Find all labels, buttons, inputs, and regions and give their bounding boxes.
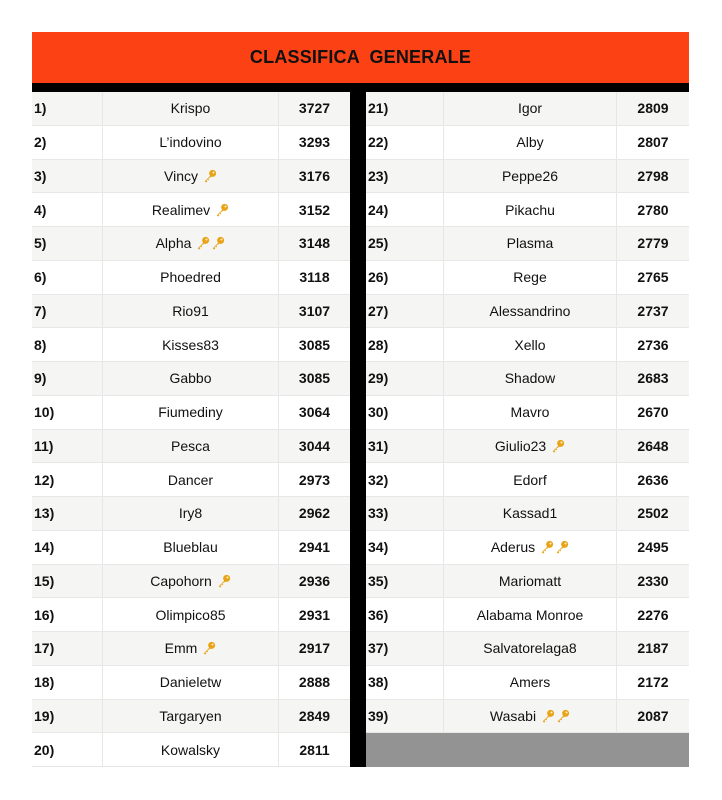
rank-cell: 32)	[366, 463, 444, 496]
player-name: Gabbo	[169, 370, 212, 387]
rank-cell: 8)	[32, 328, 103, 361]
player-name: Capohorn	[150, 572, 212, 589]
rank-cell: 39)	[366, 700, 444, 733]
table-row	[32, 328, 350, 362]
player-name-cell	[103, 328, 279, 361]
player-name-cell	[103, 565, 279, 598]
player-name: Fiumediny	[158, 404, 223, 421]
player-name-cell	[103, 430, 279, 463]
rank-cell: 34)	[366, 531, 444, 564]
table-row	[366, 160, 689, 194]
score-cell: 2779	[637, 235, 669, 252]
player-name-cell	[444, 531, 617, 564]
player-name: Olimpico85	[155, 606, 226, 623]
score-cell: 3085	[298, 370, 331, 387]
player-name-cell	[103, 598, 279, 631]
player-name-cell	[444, 328, 617, 361]
player-name: Amers	[509, 674, 551, 691]
rank-cell: 29)	[366, 362, 444, 395]
player-name: Krispo	[170, 100, 211, 117]
score-cell: 2172	[637, 674, 669, 691]
key-icon	[551, 439, 565, 453]
ranking-table-right	[366, 92, 689, 767]
score-cell: 3064	[298, 404, 331, 421]
table-row	[32, 92, 350, 126]
table-row	[32, 497, 350, 531]
rank-cell: 6)	[32, 261, 103, 294]
player-name-cell	[444, 396, 617, 429]
rank-cell: 19)	[32, 700, 103, 733]
table-row	[366, 261, 689, 295]
player-name-cell	[103, 666, 279, 699]
score-cell: 2936	[298, 572, 331, 589]
score-cell: 3107	[298, 302, 331, 319]
score-cell: 2849	[298, 707, 331, 724]
rank-cell: 24)	[366, 193, 444, 226]
player-name-cell	[103, 193, 279, 226]
key-badges	[203, 169, 217, 183]
key-badges	[196, 236, 225, 250]
player-name-cell	[444, 160, 617, 193]
rank-cell: 7)	[32, 295, 103, 328]
table-row	[32, 463, 350, 497]
key-icon	[217, 574, 231, 588]
player-name-cell	[444, 598, 617, 631]
rank-cell: 36)	[366, 598, 444, 631]
rank-cell: 27)	[366, 295, 444, 328]
key-icon	[203, 169, 217, 183]
player-name-cell	[103, 261, 279, 294]
player-name: Kassad1	[502, 505, 558, 522]
rank-cell: 13)	[32, 497, 103, 530]
player-name-cell	[103, 733, 279, 766]
table-row	[32, 261, 350, 295]
player-name-cell	[103, 396, 279, 429]
score-cell: 2931	[298, 606, 331, 623]
score-cell: 2736	[637, 336, 669, 353]
player-name: Edorf	[513, 471, 547, 488]
table-row	[366, 328, 689, 362]
table-row	[32, 160, 350, 194]
player-name: Xello	[514, 336, 546, 353]
score-cell: 3176	[298, 167, 331, 184]
table-row	[32, 295, 350, 329]
table-row	[366, 497, 689, 531]
score-cell: 2330	[637, 572, 669, 589]
player-name: Vincy	[164, 167, 198, 184]
player-name-cell	[444, 362, 617, 395]
player-name: Pikachu	[505, 201, 555, 218]
player-name: Alabama Monroe	[476, 606, 584, 623]
table-row	[32, 227, 350, 261]
table-row	[366, 362, 689, 396]
table-row	[32, 632, 350, 666]
player-name-cell	[103, 160, 279, 193]
player-name: Giulio23	[494, 437, 547, 454]
player-name-cell	[103, 463, 279, 496]
table-row	[32, 531, 350, 565]
table-row	[32, 396, 350, 430]
table-row	[366, 227, 689, 261]
player-name-cell	[103, 295, 279, 328]
rank-cell: 11)	[32, 430, 103, 463]
rank-cell: 4)	[32, 193, 103, 226]
score-cell: 3085	[298, 336, 331, 353]
rank-cell: 12)	[32, 463, 103, 496]
table-row	[32, 126, 350, 160]
player-name: Igor	[517, 100, 543, 117]
score-cell: 2973	[298, 471, 331, 488]
player-name-cell	[444, 632, 617, 665]
table-row	[366, 126, 689, 160]
player-name-cell	[444, 295, 617, 328]
score-cell: 2276	[637, 606, 669, 623]
score-cell: 2495	[637, 539, 669, 556]
rank-cell: 20)	[32, 733, 103, 766]
table-row	[366, 396, 689, 430]
rank-cell: 22)	[366, 126, 444, 159]
rank-cell: 25)	[366, 227, 444, 260]
table-row	[366, 666, 689, 700]
leaderboard	[32, 32, 689, 767]
key-icon	[196, 236, 210, 250]
player-name: Phoedred	[160, 269, 221, 286]
score-cell: 2087	[637, 707, 669, 724]
player-name-cell	[103, 92, 279, 125]
player-name: Mavro	[510, 404, 550, 421]
rank-cell: 38)	[366, 666, 444, 699]
key-icon	[541, 709, 555, 723]
score-cell: 2187	[637, 640, 669, 657]
score-cell: 2917	[298, 640, 331, 657]
key-icon	[555, 540, 569, 554]
player-name: Alessandrino	[489, 302, 571, 319]
player-name-cell	[444, 92, 617, 125]
rank-cell: 18)	[32, 666, 103, 699]
table-row	[32, 666, 350, 700]
rank-cell: 3)	[32, 160, 103, 193]
score-cell: 2648	[637, 437, 669, 454]
rank-cell: 17)	[32, 632, 103, 665]
score-cell: 3044	[298, 437, 331, 454]
table-row	[366, 565, 689, 599]
player-name-cell	[103, 227, 279, 260]
player-name-cell	[444, 261, 617, 294]
score-cell: 2502	[637, 505, 669, 522]
column-divider	[350, 92, 366, 767]
key-badges	[540, 540, 569, 554]
score-cell: 3148	[298, 235, 331, 252]
score-cell: 2636	[637, 471, 669, 488]
table-row	[32, 362, 350, 396]
rank-cell: 31)	[366, 430, 444, 463]
score-cell: 2888	[298, 674, 331, 691]
rank-cell: 14)	[32, 531, 103, 564]
player-name: Salvatorelaga8	[483, 640, 577, 657]
score-cell: 3293	[298, 134, 331, 151]
player-name: Realimev	[151, 201, 211, 218]
rank-cell: 10)	[32, 396, 103, 429]
score-cell: 2811	[299, 741, 330, 758]
player-name-cell	[444, 565, 617, 598]
table-row	[366, 598, 689, 632]
player-name-cell	[103, 497, 279, 530]
table-row	[32, 700, 350, 734]
score-cell: 2798	[637, 167, 669, 184]
key-icon	[556, 709, 570, 723]
score-cell: 3727	[298, 100, 331, 117]
player-name: Plasma	[506, 235, 554, 252]
rank-cell: 1)	[32, 92, 103, 125]
player-name: Kisses83	[162, 336, 219, 353]
table-row	[366, 632, 689, 666]
player-name: Shadow	[504, 370, 556, 387]
player-name-cell	[444, 463, 617, 496]
key-badges	[551, 439, 565, 453]
score-cell: 2962	[298, 505, 331, 522]
key-badges	[202, 641, 216, 655]
player-name: Alpha	[155, 235, 192, 252]
table-row	[366, 295, 689, 329]
score-cell: 2941	[298, 539, 331, 556]
player-name: Iry8	[178, 505, 203, 522]
score-cell: 2737	[637, 302, 669, 319]
table-row	[32, 565, 350, 599]
score-cell: 2807	[637, 134, 669, 151]
table-row	[366, 193, 689, 227]
table-row	[32, 733, 350, 767]
player-name-cell	[103, 632, 279, 665]
score-cell: 3152	[298, 201, 331, 218]
table-row	[32, 598, 350, 632]
ranking-table-left	[32, 92, 350, 767]
rank-cell: 15)	[32, 565, 103, 598]
player-name: Mariomatt	[498, 572, 562, 589]
rank-cell: 28)	[366, 328, 444, 361]
rank-cell: 35)	[366, 565, 444, 598]
player-name-cell	[444, 193, 617, 226]
key-icon	[540, 540, 554, 554]
player-name: Rege	[513, 269, 547, 286]
player-name-cell	[444, 497, 617, 530]
key-badges	[215, 203, 229, 217]
score-cell: 2683	[637, 370, 669, 387]
player-name: Wasabi	[489, 707, 537, 724]
player-name: Pesca	[171, 437, 210, 454]
player-name: Peppe26	[501, 167, 559, 184]
rank-cell: 5)	[32, 227, 103, 260]
player-name-cell	[444, 227, 617, 260]
player-name: Blueblau	[163, 539, 218, 556]
player-name: Danieletw	[159, 674, 222, 691]
player-name-cell	[444, 430, 617, 463]
table-row	[366, 700, 689, 734]
rank-cell: 33)	[366, 497, 444, 530]
header-divider	[32, 83, 689, 92]
table-row	[366, 92, 689, 126]
score-cell: 2809	[637, 100, 669, 117]
rank-cell: 9)	[32, 362, 103, 395]
player-name: Targaryen	[159, 707, 222, 724]
player-name: Kowalsky	[160, 741, 221, 758]
key-badges	[217, 574, 231, 588]
rank-cell: 21)	[366, 92, 444, 125]
rank-cell: 26)	[366, 261, 444, 294]
player-name: Emm	[164, 640, 198, 657]
player-name-cell	[103, 126, 279, 159]
rank-cell: 23)	[366, 160, 444, 193]
player-name: Alby	[516, 134, 544, 151]
leaderboard-title: CLASSIFICA GENERALE	[32, 32, 689, 83]
table-row	[366, 463, 689, 497]
score-cell: 3118	[299, 269, 330, 286]
key-icon	[211, 236, 225, 250]
score-cell: 2780	[637, 201, 669, 218]
player-name-cell	[103, 362, 279, 395]
rank-cell: 37)	[366, 632, 444, 665]
empty-row-filler	[366, 733, 689, 767]
key-icon	[215, 203, 229, 217]
player-name: L’indovino	[159, 134, 222, 151]
score-cell: 2765	[637, 269, 669, 286]
rank-cell: 16)	[32, 598, 103, 631]
table-row	[32, 193, 350, 227]
player-name: Dancer	[167, 471, 214, 488]
key-icon	[202, 641, 216, 655]
player-name-cell	[444, 700, 617, 733]
player-name: Rio91	[172, 302, 209, 319]
rank-cell: 2)	[32, 126, 103, 159]
player-name-cell	[103, 700, 279, 733]
rank-cell: 30)	[366, 396, 444, 429]
table-row	[32, 430, 350, 464]
player-name-cell	[444, 126, 617, 159]
table-row	[366, 430, 689, 464]
player-name-cell	[103, 531, 279, 564]
player-name: Aderus	[490, 539, 536, 556]
key-badges	[541, 709, 570, 723]
table-row	[366, 531, 689, 565]
player-name-cell	[444, 666, 617, 699]
score-cell: 2670	[637, 404, 669, 421]
